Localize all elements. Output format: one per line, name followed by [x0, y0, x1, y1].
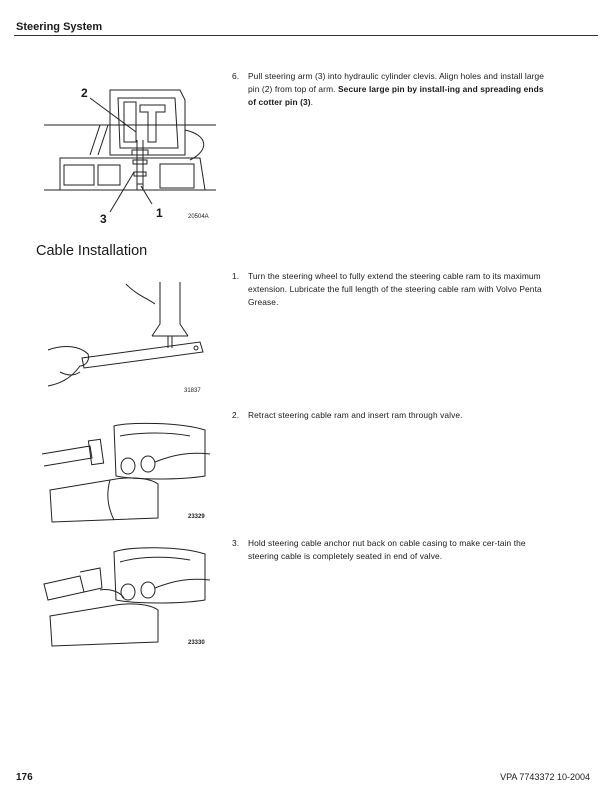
figure-code: 23330	[188, 640, 205, 646]
step-retract-ram	[232, 409, 544, 422]
header-divider	[14, 35, 598, 36]
step-text-plain: Pull steering arm (3) into hydraulic cylinder clevis. Align holes and install large pin (2) from top of arm.	[248, 71, 544, 94]
figure-code: 31837	[184, 388, 201, 394]
step-text: Retract steering cable ram and insert ram through valve.	[248, 410, 463, 420]
step-number: 6.	[232, 71, 240, 81]
figure-code: 23329	[188, 514, 205, 520]
callout-1: 1	[156, 206, 163, 220]
anchor-nut-illustration	[40, 542, 215, 650]
callout-3: 3	[100, 212, 107, 226]
valve-insert-illustration	[40, 418, 215, 526]
callout-2: 2	[81, 86, 88, 100]
step-text: Hold steering cable anchor nut back on cable casing to make cer-tain the steering cable is completely seated in end of valve.	[248, 538, 526, 561]
step-text	[248, 70, 544, 109]
step-hold-anchor-nut	[232, 537, 544, 563]
figure-cable-ram	[40, 280, 210, 398]
figure-steering-arm	[40, 80, 220, 225]
figure-anchor-nut	[40, 542, 215, 650]
step-text-bold: Secure large pin by install-ing and spreading ends of cotter pin (3)	[248, 84, 544, 107]
step-text-end: .	[310, 97, 314, 107]
document-reference: VPA 7743372 10-2004	[500, 772, 590, 782]
steering-arm-illustration	[40, 80, 220, 225]
step-number: 2.	[232, 410, 240, 420]
step-number: 1.	[232, 271, 240, 281]
step-text: Turn the steering wheel to fully extend the steering cable ram to its maximum extension. Lubricate the full length of the steering cable ram with Volvo Penta Grease.	[248, 271, 542, 307]
figure-valve-insert	[40, 418, 215, 526]
section-title: Cable Installation	[36, 243, 148, 259]
step-number: 3.	[232, 538, 240, 548]
figure-code: 20504A	[188, 214, 209, 220]
cable-ram-illustration	[40, 280, 210, 398]
page-number: 176	[16, 772, 33, 783]
step-pull-steering-arm	[232, 70, 544, 109]
section-header: Steering System	[16, 21, 103, 33]
step-turn-steering-wheel	[232, 270, 544, 309]
